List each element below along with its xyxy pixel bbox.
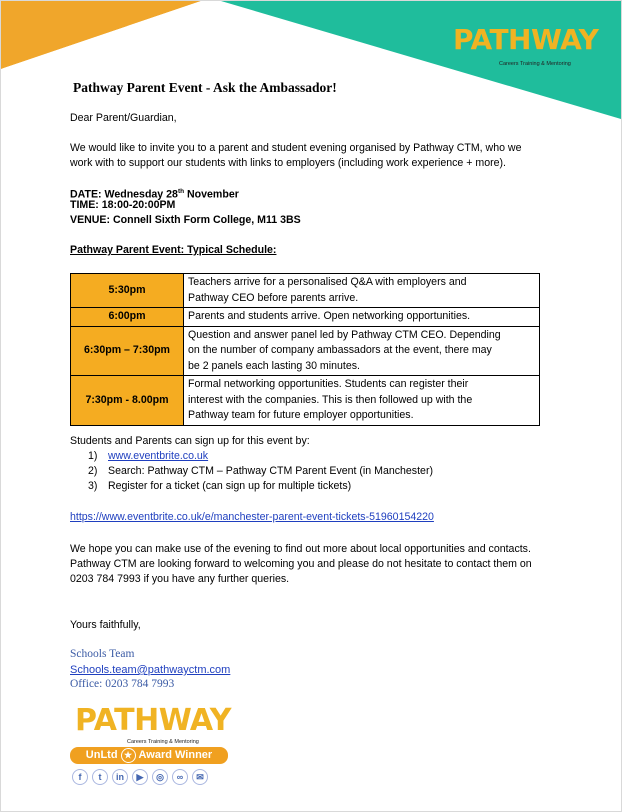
- date-prefix: DATE: Wednesday 28: [70, 188, 178, 201]
- intro-line-2: work with to support our students with links to employers (including work experience + more).: [70, 157, 507, 169]
- facebook-icon[interactable]: f: [72, 769, 88, 785]
- schedule-time: 7:30pm - 8.00pm: [71, 376, 184, 426]
- step-text: Search: Pathway CTM – Pathway CTM Parent Event (in Manchester): [108, 465, 433, 477]
- table-row: [71, 326, 540, 376]
- closing-line-2: Pathway CTM are looking forward to welcoming you and please do not hesitate to contact them on: [70, 558, 532, 570]
- logo-wordmark: PATHWAY: [75, 703, 232, 738]
- description-line: Teachers arrive for a personalised Q&A with employers and: [188, 276, 467, 288]
- schedule-description: [184, 308, 540, 327]
- signature-office: Office: 0203 784 7993: [70, 678, 175, 690]
- logo-wordmark: PATHWAY: [453, 23, 599, 56]
- star-icon: ★: [121, 748, 136, 763]
- logo-tagline: Careers Training & Mentoring: [499, 61, 571, 67]
- youtube-icon[interactable]: ▶: [132, 769, 148, 785]
- linkedin-icon[interactable]: in: [112, 769, 128, 785]
- table-row: [71, 274, 540, 308]
- description-line: Question and answer panel led by Pathway CTM CEO. Depending: [188, 328, 501, 341]
- schedule-description: [184, 274, 540, 308]
- description-line: Parents and students arrive. Open networking opportunities.: [188, 310, 471, 322]
- award-badge: [70, 747, 228, 764]
- letter-title: Pathway Parent Event - Ask the Ambassador!: [73, 80, 337, 95]
- email-icon[interactable]: ✉: [192, 769, 208, 785]
- logo-tagline: Careers Training & Mentoring: [127, 739, 199, 745]
- table-row: [71, 308, 540, 327]
- step-number: 2): [88, 465, 98, 477]
- intro-line-1: We would like to invite you to a parent and student evening organised by Pathway CTM, who we: [70, 142, 522, 154]
- step-text: Register for a ticket (can sign up for multiple tickets): [108, 480, 352, 492]
- description-line: on the number of company ambassadors at the event, there may: [188, 344, 492, 356]
- eventbrite-link[interactable]: www.eventbrite.co.uk: [108, 450, 209, 462]
- description-line: Pathway team for future employer opportunities.: [188, 409, 414, 421]
- pathway-footer-logo: [75, 703, 235, 751]
- signature-email-link[interactable]: Schools.team@pathwayctm.com: [70, 664, 231, 676]
- description-line: interest with the companies. This is then followed up with the: [188, 393, 473, 406]
- instagram-icon[interactable]: ◎: [152, 769, 168, 785]
- step-number: 3): [88, 480, 98, 492]
- list-item: [88, 464, 433, 479]
- signature-email-wrap: [70, 663, 230, 678]
- date-month: November: [184, 188, 239, 201]
- event-link-wrap: [70, 510, 434, 525]
- schedule-time: 6:00pm: [71, 308, 184, 327]
- schedule-heading: Pathway Parent Event: Typical Schedule:: [70, 244, 277, 256]
- description-line: Pathway CEO before parents arrive.: [188, 291, 359, 304]
- pathway-logo: [453, 23, 603, 73]
- schedule-description: [184, 376, 540, 426]
- award-right-text: Award Winner: [138, 749, 213, 761]
- twitter-icon[interactable]: t: [92, 769, 108, 785]
- signoff: Yours faithfully,: [70, 619, 141, 631]
- event-tickets-link[interactable]: https://www.eventbrite.co.uk/e/manchester-parent-event-tickets-51960154220: [70, 511, 434, 523]
- orange-corner-graphic: [1, 1, 241, 71]
- greeting: Dear Parent/Guardian,: [70, 112, 177, 124]
- description-line: be 2 panels each lasting 30 minutes.: [188, 359, 360, 372]
- list-item: [88, 479, 433, 494]
- social-icons: [72, 769, 208, 785]
- award-left-text: UnLtd: [85, 749, 118, 761]
- list-item: [88, 449, 433, 464]
- table-row: [71, 376, 540, 426]
- closing-line-1: We hope you can make use of the evening to find out more about local opportunities and contacts.: [70, 543, 531, 555]
- description-line: Formal networking opportunities. Students can register their: [188, 378, 469, 390]
- link-icon[interactable]: ∞: [172, 769, 188, 785]
- signup-steps: [89, 449, 433, 494]
- event-venue: VENUE: Connell Sixth Form College, M11 3BS: [70, 214, 301, 226]
- schedule-table: [70, 273, 540, 426]
- schedule-description: [184, 326, 540, 376]
- step-number: 1): [88, 450, 98, 462]
- closing-line-3: 0203 784 7993 if you have any further queries.: [70, 573, 290, 585]
- date-suffix-sup: th: [177, 188, 185, 195]
- signature-team: Schools Team: [70, 648, 135, 660]
- signup-intro: Students and Parents can sign up for this event by:: [70, 435, 310, 447]
- schedule-time: 6:30pm – 7:30pm: [71, 326, 184, 376]
- event-time: TIME: 18:00-20:00PM: [70, 199, 176, 211]
- schedule-time: 5:30pm: [71, 274, 184, 308]
